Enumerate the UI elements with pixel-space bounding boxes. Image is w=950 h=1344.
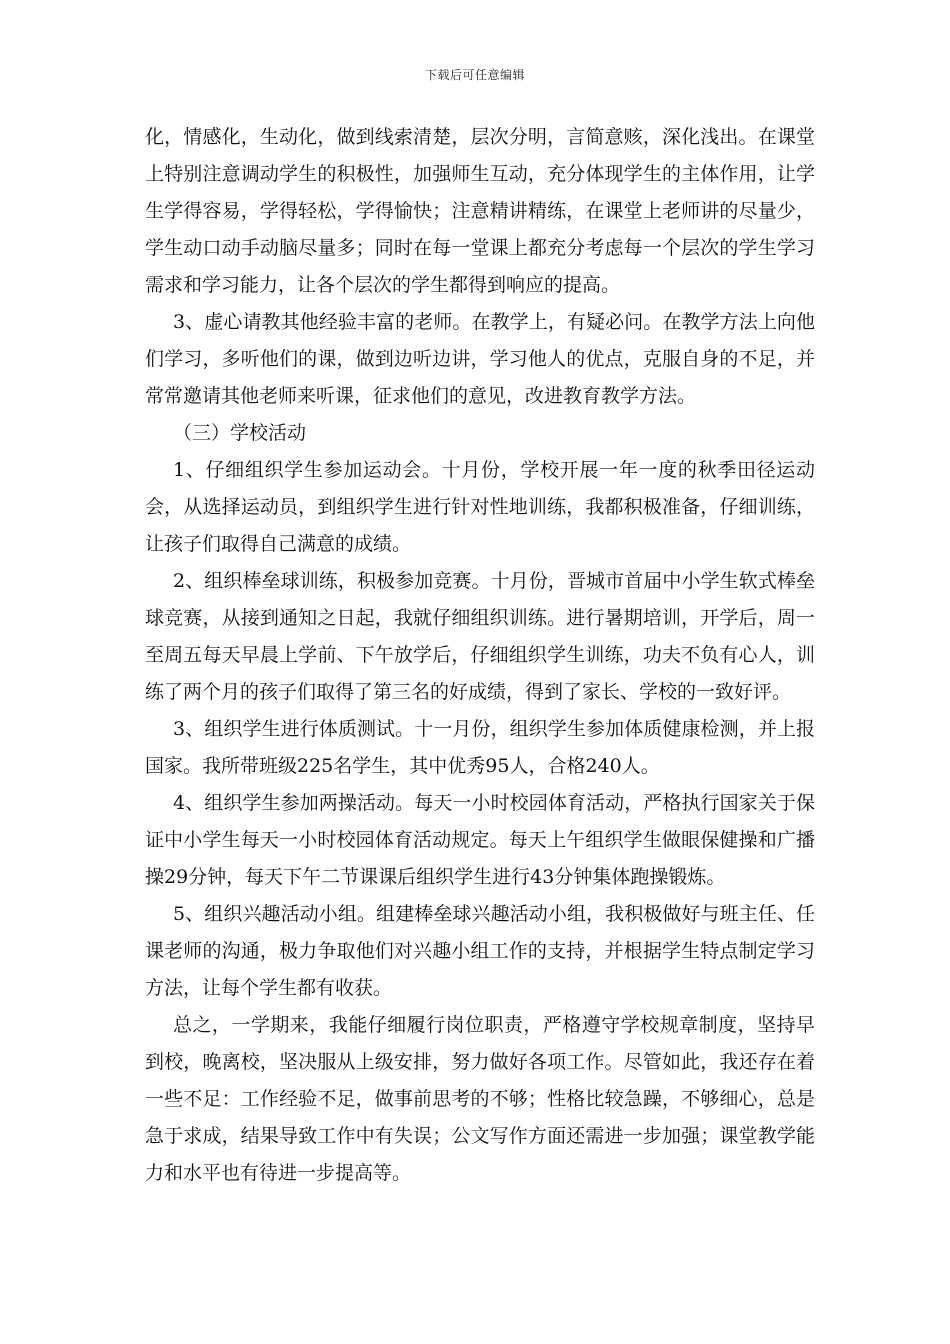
paragraph-continuation: 化，情感化，生动化，做到线索清楚，层次分明，言简意赅，深化浅出。在课堂上特别注意调动学生的积极性，加强师生互动，充分体现学生的主体作用，让学生学得容易，学得轻松，学得愉快；注意精讲精练，在课堂上老师讲的尽量少，学生动口动手动脑尽量多；同时在每一堂课上都充分考虑每一个层次的学生学习需求和学习能力，让各个层次的学生都得到响应的提高。 xyxy=(145,126,815,296)
paragraph-item-5-interest-group: 5、组织兴趣活动小组。组建棒垒球兴趣活动小组，我积极做好与班主任、任课老师的沟通，极力争取他们对兴趣小组工作的支持，并根据学生特点制定学习方法，让每个学生都有收获。 xyxy=(145,903,815,999)
paragraph-summary: 总之，一学期来，我能仔细履行岗位职责，严格遵守学校规章制度，坚持早到校，晚离校，坚决服从上级安排，努力做好各项工作。尽管如此，我还存在着一些不足：工作经验不足，做事前思考的不够；性格比较急躁，不够细心，总是急于求成，结果导致工作中有失误；公文写作方面还需进一步加强；课堂教学能力和水平也有待进一步提高等。 xyxy=(145,1014,815,1184)
paragraph-item-3-fitness-test: 3、组织学生进行体质测试。十一月份，组织学生参加体质健康检测，并上报国家。我所带班级225名学生，其中优秀95人，合格240人。 xyxy=(145,718,815,777)
paragraph-item-4-exercise-activities: 4、组织学生参加两操活动。每天一小时校园体育活动，严格执行国家关于保证中小学生每天一小时校园体育活动规定。每天上午组织学生做眼保健操和广播操29分钟，每天下午二节课课后组织学生进行43分钟集体跑操锻炼。 xyxy=(145,792,815,888)
document-body xyxy=(145,119,815,1192)
page-header: 下载后可任意编辑 xyxy=(424,68,525,82)
paragraph-item-3-consult-teachers: 3、虚心请教其他经验丰富的老师。在教学上，有疑必问。在教学方法上向他们学习，多听他们的课，做到边听边讲，学习他人的优点，克服自身的不足，并常常邀请其他老师来听课，征求他们的意见，改进教育教学方法。 xyxy=(145,311,815,407)
section-heading-school-activities: （三）学校活动 xyxy=(173,422,307,444)
paragraph-item-2-softball-training: 2、组织棒垒球训练，积极参加竞赛。十月份，晋城市首届中小学生软式棒垒球竞赛，从接到通知之日起，我就仔细组织训练。进行暑期培训，开学后，周一至周五每天早晨上学前、下午放学后，仔细组织学生训练，功夫不负有心人，训练了两个月的孩子们取得了第三名的好成绩，得到了家长、学校的一致好评。 xyxy=(145,570,815,703)
paragraph-item-1-sports-meet: 1、仔细组织学生参加运动会。十月份，学校开展一年一度的秋季田径运动会，从选择运动员，到组织学生进行针对性地训练，我都积极准备，仔细训练，让孩子们取得自己满意的成绩。 xyxy=(145,459,815,555)
